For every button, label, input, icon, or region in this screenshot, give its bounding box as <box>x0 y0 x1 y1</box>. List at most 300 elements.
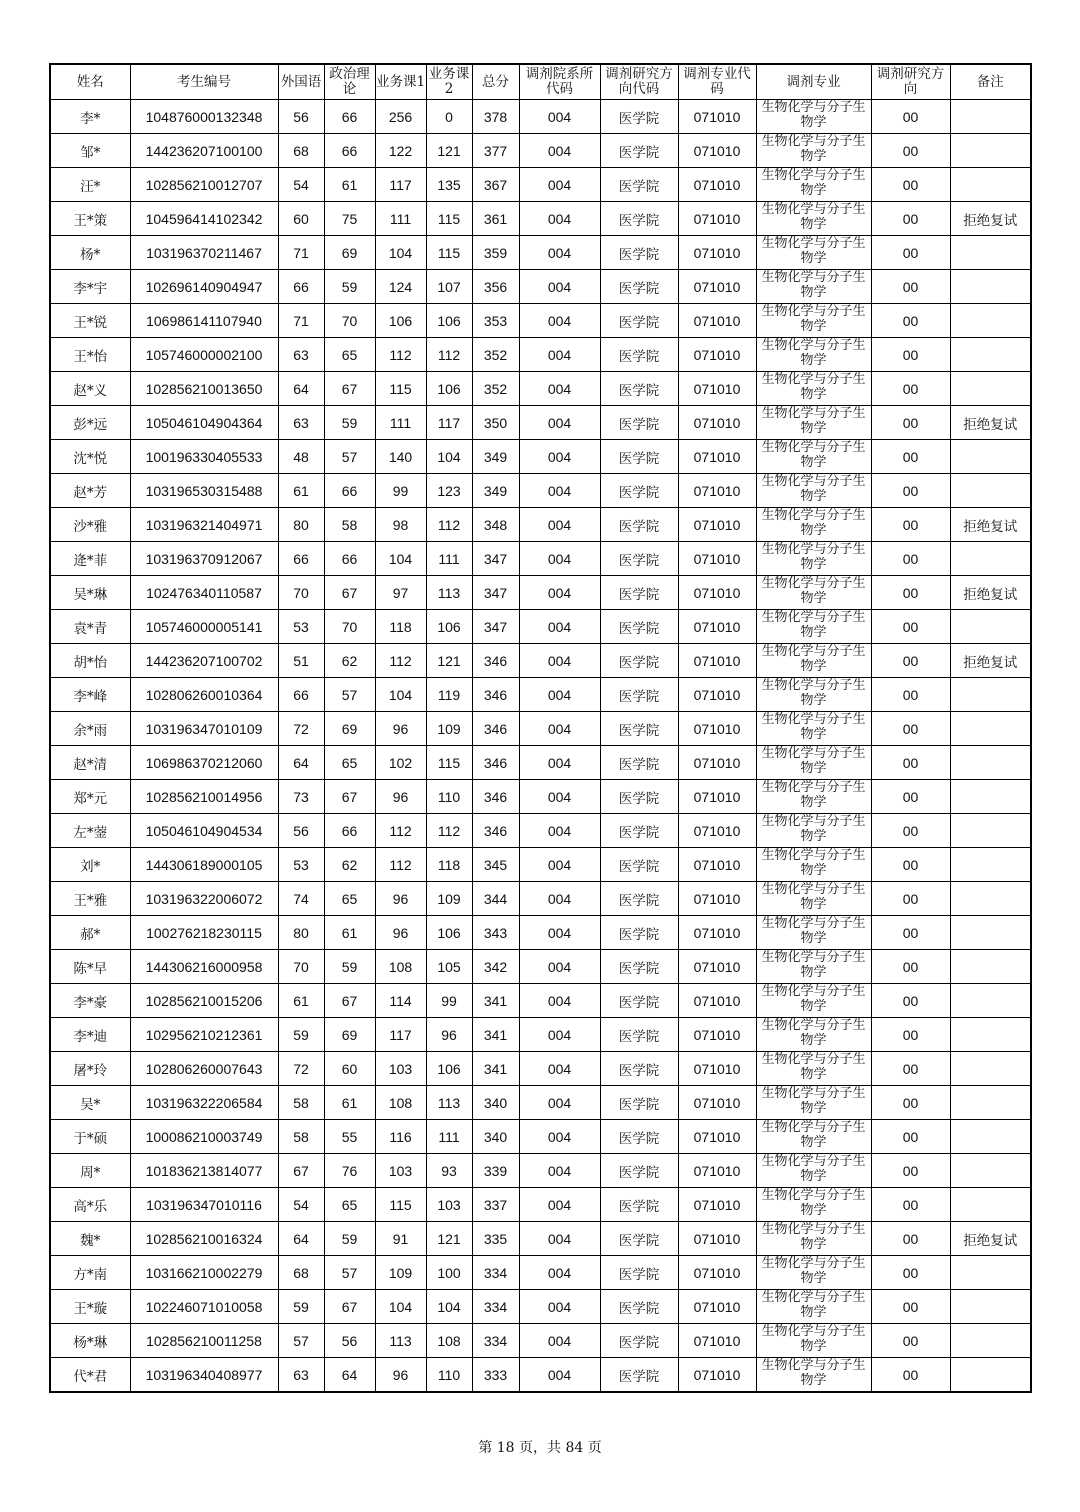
cell-research-direction: 00 <box>871 1052 950 1086</box>
cell-major: 生物化学与分子生物学 <box>756 474 871 508</box>
cell-subject-2: 115 <box>426 236 472 270</box>
table-row <box>50 508 1031 542</box>
cell-subject-1: 96 <box>375 916 426 950</box>
cell-subject-2: 121 <box>426 644 472 678</box>
cell-politics: 57 <box>324 1256 375 1290</box>
cell-name: 左*蓥 <box>50 814 130 848</box>
cell-politics: 59 <box>324 950 375 984</box>
cell-research-code: 医学院 <box>600 780 678 814</box>
cell-exam-id: 106986370212060 <box>130 746 278 780</box>
cell-remark <box>950 984 1031 1018</box>
table-row <box>50 134 1031 168</box>
cell-major-code: 071010 <box>678 474 756 508</box>
cell-exam-id: 105046104904364 <box>130 406 278 440</box>
cell-major-code: 071010 <box>678 508 756 542</box>
header-research-code: 调剂研究方向代码 <box>600 64 678 100</box>
cell-total: 348 <box>472 508 519 542</box>
cell-exam-id: 105046104904534 <box>130 814 278 848</box>
cell-research-code: 医学院 <box>600 134 678 168</box>
cell-major-code: 071010 <box>678 1086 756 1120</box>
cell-total: 341 <box>472 984 519 1018</box>
cell-exam-id: 100086210003749 <box>130 1120 278 1154</box>
cell-research-direction: 00 <box>871 746 950 780</box>
cell-research-code: 医学院 <box>600 1154 678 1188</box>
cell-major-code: 071010 <box>678 236 756 270</box>
cell-remark <box>950 1052 1031 1086</box>
cell-foreign-language: 56 <box>278 100 324 134</box>
cell-name: 余*雨 <box>50 712 130 746</box>
cell-remark <box>950 848 1031 882</box>
cell-major-code: 071010 <box>678 1120 756 1154</box>
header-department-code: 调剂院系所代码 <box>519 64 600 100</box>
cell-major-code: 071010 <box>678 780 756 814</box>
cell-exam-id: 105746000002100 <box>130 338 278 372</box>
cell-major-code: 071010 <box>678 984 756 1018</box>
cell-major: 生物化学与分子生物学 <box>756 712 871 746</box>
cell-politics: 65 <box>324 338 375 372</box>
cell-research-code: 医学院 <box>600 372 678 406</box>
cell-subject-1: 112 <box>375 338 426 372</box>
cell-subject-1: 256 <box>375 100 426 134</box>
header-remark: 备注 <box>950 64 1031 100</box>
cell-name: 沙*雅 <box>50 508 130 542</box>
cell-department-code: 004 <box>519 678 600 712</box>
cell-major-code: 071010 <box>678 848 756 882</box>
cell-name: 赵*义 <box>50 372 130 406</box>
cell-major-code: 071010 <box>678 372 756 406</box>
cell-remark <box>950 474 1031 508</box>
cell-foreign-language: 74 <box>278 882 324 916</box>
cell-total: 340 <box>472 1120 519 1154</box>
cell-research-direction: 00 <box>871 406 950 440</box>
cell-total: 346 <box>472 712 519 746</box>
cell-exam-id: 102476340110587 <box>130 576 278 610</box>
cell-remark <box>950 882 1031 916</box>
cell-name: 周* <box>50 1154 130 1188</box>
table-row <box>50 1120 1031 1154</box>
cell-subject-1: 115 <box>375 372 426 406</box>
cell-department-code: 004 <box>519 984 600 1018</box>
cell-exam-id: 103196370912067 <box>130 542 278 576</box>
cell-subject-1: 108 <box>375 950 426 984</box>
cell-foreign-language: 72 <box>278 712 324 746</box>
table-row <box>50 1154 1031 1188</box>
cell-subject-2: 93 <box>426 1154 472 1188</box>
cell-department-code: 004 <box>519 304 600 338</box>
cell-major-code: 071010 <box>678 678 756 712</box>
cell-exam-id: 103196530315488 <box>130 474 278 508</box>
cell-remark <box>950 1188 1031 1222</box>
cell-major: 生物化学与分子生物学 <box>756 134 871 168</box>
cell-subject-1: 102 <box>375 746 426 780</box>
cell-politics: 58 <box>324 508 375 542</box>
cell-research-direction: 00 <box>871 474 950 508</box>
table-row <box>50 1052 1031 1086</box>
cell-research-code: 医学院 <box>600 712 678 746</box>
cell-subject-2: 111 <box>426 1120 472 1154</box>
cell-remark <box>950 304 1031 338</box>
cell-name: 方*南 <box>50 1256 130 1290</box>
header-politics: 政治理论 <box>324 64 375 100</box>
cell-politics: 62 <box>324 644 375 678</box>
cell-remark <box>950 440 1031 474</box>
cell-research-code: 医学院 <box>600 950 678 984</box>
cell-remark: 拒绝复试 <box>950 576 1031 610</box>
cell-major-code: 071010 <box>678 338 756 372</box>
cell-total: 361 <box>472 202 519 236</box>
cell-remark <box>950 270 1031 304</box>
cell-research-direction: 00 <box>871 882 950 916</box>
cell-exam-id: 102246071010058 <box>130 1290 278 1324</box>
header-major: 调剂专业 <box>756 64 871 100</box>
table-row <box>50 270 1031 304</box>
cell-research-direction: 00 <box>871 1290 950 1324</box>
cell-remark <box>950 168 1031 202</box>
cell-subject-2: 121 <box>426 1222 472 1256</box>
cell-research-code: 医学院 <box>600 1086 678 1120</box>
cell-foreign-language: 72 <box>278 1052 324 1086</box>
cell-politics: 76 <box>324 1154 375 1188</box>
cell-department-code: 004 <box>519 270 600 304</box>
table-row <box>50 916 1031 950</box>
cell-politics: 67 <box>324 576 375 610</box>
cell-politics: 67 <box>324 1290 375 1324</box>
cell-research-code: 医学院 <box>600 1222 678 1256</box>
cell-subject-2: 103 <box>426 1188 472 1222</box>
cell-department-code: 004 <box>519 814 600 848</box>
cell-major: 生物化学与分子生物学 <box>756 168 871 202</box>
cell-subject-1: 103 <box>375 1154 426 1188</box>
cell-research-code: 医学院 <box>600 984 678 1018</box>
cell-subject-2: 118 <box>426 848 472 882</box>
cell-research-code: 医学院 <box>600 440 678 474</box>
cell-subject-2: 99 <box>426 984 472 1018</box>
cell-remark: 拒绝复试 <box>950 406 1031 440</box>
cell-research-direction: 00 <box>871 1188 950 1222</box>
cell-subject-2: 110 <box>426 780 472 814</box>
cell-major-code: 071010 <box>678 610 756 644</box>
cell-research-direction: 00 <box>871 916 950 950</box>
cell-subject-1: 116 <box>375 1120 426 1154</box>
cell-department-code: 004 <box>519 1154 600 1188</box>
cell-subject-2: 109 <box>426 712 472 746</box>
cell-name: 沈*悦 <box>50 440 130 474</box>
cell-politics: 66 <box>324 474 375 508</box>
cell-exam-id: 102696140904947 <box>130 270 278 304</box>
cell-research-direction: 00 <box>871 644 950 678</box>
cell-major: 生物化学与分子生物学 <box>756 950 871 984</box>
cell-major: 生物化学与分子生物学 <box>756 1324 871 1358</box>
cell-subject-1: 108 <box>375 1086 426 1120</box>
cell-remark <box>950 746 1031 780</box>
cell-department-code: 004 <box>519 542 600 576</box>
cell-major-code: 071010 <box>678 644 756 678</box>
cell-department-code: 004 <box>519 168 600 202</box>
cell-total: 378 <box>472 100 519 134</box>
cell-foreign-language: 70 <box>278 950 324 984</box>
cell-foreign-language: 60 <box>278 202 324 236</box>
table-row <box>50 984 1031 1018</box>
cell-department-code: 004 <box>519 508 600 542</box>
cell-total: 377 <box>472 134 519 168</box>
cell-politics: 66 <box>324 134 375 168</box>
cell-total: 346 <box>472 678 519 712</box>
cell-subject-1: 124 <box>375 270 426 304</box>
cell-exam-id: 106986141107940 <box>130 304 278 338</box>
cell-major: 生物化学与分子生物学 <box>756 508 871 542</box>
cell-name: 李*豪 <box>50 984 130 1018</box>
table-row <box>50 780 1031 814</box>
cell-major: 生物化学与分子生物学 <box>756 1154 871 1188</box>
cell-politics: 75 <box>324 202 375 236</box>
cell-subject-1: 104 <box>375 1290 426 1324</box>
cell-foreign-language: 54 <box>278 168 324 202</box>
cell-exam-id: 102956210212361 <box>130 1018 278 1052</box>
cell-name: 于*硕 <box>50 1120 130 1154</box>
cell-department-code: 004 <box>519 1052 600 1086</box>
header-major-code: 调剂专业代码 <box>678 64 756 100</box>
cell-total: 342 <box>472 950 519 984</box>
cell-subject-1: 98 <box>375 508 426 542</box>
cell-foreign-language: 68 <box>278 134 324 168</box>
cell-politics: 69 <box>324 236 375 270</box>
cell-foreign-language: 68 <box>278 1256 324 1290</box>
cell-research-direction: 00 <box>871 814 950 848</box>
cell-research-code: 医学院 <box>600 202 678 236</box>
cell-research-direction: 00 <box>871 1222 950 1256</box>
cell-subject-1: 122 <box>375 134 426 168</box>
cell-total: 334 <box>472 1324 519 1358</box>
admission-table <box>49 63 1032 1393</box>
cell-major: 生物化学与分子生物学 <box>756 644 871 678</box>
cell-subject-2: 108 <box>426 1324 472 1358</box>
cell-subject-2: 121 <box>426 134 472 168</box>
cell-major: 生物化学与分子生物学 <box>756 746 871 780</box>
table-row <box>50 644 1031 678</box>
cell-remark <box>950 712 1031 746</box>
cell-department-code: 004 <box>519 1086 600 1120</box>
cell-name: 彭*远 <box>50 406 130 440</box>
cell-major: 生物化学与分子生物学 <box>756 304 871 338</box>
cell-research-direction: 00 <box>871 440 950 474</box>
cell-major: 生物化学与分子生物学 <box>756 1222 871 1256</box>
cell-research-direction: 00 <box>871 1018 950 1052</box>
cell-research-code: 医学院 <box>600 576 678 610</box>
cell-research-direction: 00 <box>871 508 950 542</box>
cell-department-code: 004 <box>519 202 600 236</box>
cell-name: 高*乐 <box>50 1188 130 1222</box>
cell-major-code: 071010 <box>678 304 756 338</box>
cell-remark: 拒绝复试 <box>950 202 1031 236</box>
cell-major: 生物化学与分子生物学 <box>756 1358 871 1393</box>
cell-exam-id: 144236207100702 <box>130 644 278 678</box>
cell-total: 333 <box>472 1358 519 1393</box>
cell-research-code: 医学院 <box>600 270 678 304</box>
cell-subject-1: 140 <box>375 440 426 474</box>
cell-total: 349 <box>472 474 519 508</box>
cell-name: 代*君 <box>50 1358 130 1393</box>
table-row <box>50 576 1031 610</box>
cell-research-direction: 00 <box>871 712 950 746</box>
table-row <box>50 1086 1031 1120</box>
cell-department-code: 004 <box>519 1222 600 1256</box>
cell-major: 生物化学与分子生物学 <box>756 814 871 848</box>
cell-research-direction: 00 <box>871 780 950 814</box>
cell-name: 刘* <box>50 848 130 882</box>
cell-subject-1: 114 <box>375 984 426 1018</box>
cell-foreign-language: 63 <box>278 406 324 440</box>
cell-major-code: 071010 <box>678 440 756 474</box>
cell-name: 李*峰 <box>50 678 130 712</box>
cell-subject-2: 0 <box>426 100 472 134</box>
cell-major: 生物化学与分子生物学 <box>756 372 871 406</box>
cell-name: 汪* <box>50 168 130 202</box>
cell-politics: 67 <box>324 984 375 1018</box>
cell-subject-1: 118 <box>375 610 426 644</box>
cell-research-code: 医学院 <box>600 1358 678 1393</box>
cell-name: 邹* <box>50 134 130 168</box>
cell-research-code: 医学院 <box>600 814 678 848</box>
cell-subject-2: 106 <box>426 372 472 406</box>
cell-subject-1: 115 <box>375 1188 426 1222</box>
cell-department-code: 004 <box>519 916 600 950</box>
cell-subject-2: 112 <box>426 814 472 848</box>
cell-total: 334 <box>472 1256 519 1290</box>
cell-name: 屠*玲 <box>50 1052 130 1086</box>
cell-exam-id: 100276218230115 <box>130 916 278 950</box>
cell-exam-id: 105746000005141 <box>130 610 278 644</box>
cell-subject-2: 113 <box>426 1086 472 1120</box>
table-row <box>50 440 1031 474</box>
cell-major-code: 071010 <box>678 202 756 236</box>
cell-exam-id: 103196321404971 <box>130 508 278 542</box>
cell-foreign-language: 59 <box>278 1290 324 1324</box>
cell-research-code: 医学院 <box>600 304 678 338</box>
cell-subject-2: 100 <box>426 1256 472 1290</box>
cell-foreign-language: 66 <box>278 542 324 576</box>
cell-politics: 56 <box>324 1324 375 1358</box>
cell-department-code: 004 <box>519 236 600 270</box>
cell-subject-1: 111 <box>375 202 426 236</box>
cell-subject-1: 99 <box>375 474 426 508</box>
cell-major-code: 071010 <box>678 100 756 134</box>
cell-research-direction: 00 <box>871 576 950 610</box>
cell-politics: 59 <box>324 1222 375 1256</box>
cell-foreign-language: 53 <box>278 610 324 644</box>
cell-research-code: 医学院 <box>600 644 678 678</box>
cell-politics: 70 <box>324 610 375 644</box>
table-row <box>50 848 1031 882</box>
cell-research-direction: 00 <box>871 1120 950 1154</box>
cell-foreign-language: 71 <box>278 304 324 338</box>
cell-remark <box>950 100 1031 134</box>
cell-major: 生物化学与分子生物学 <box>756 1120 871 1154</box>
cell-subject-2: 119 <box>426 678 472 712</box>
cell-subject-1: 96 <box>375 712 426 746</box>
cell-research-direction: 00 <box>871 984 950 1018</box>
table-body <box>50 100 1031 1393</box>
cell-subject-1: 96 <box>375 780 426 814</box>
cell-department-code: 004 <box>519 1358 600 1393</box>
cell-total: 350 <box>472 406 519 440</box>
cell-department-code: 004 <box>519 712 600 746</box>
cell-exam-id: 104876000132348 <box>130 100 278 134</box>
cell-subject-1: 104 <box>375 236 426 270</box>
cell-foreign-language: 51 <box>278 644 324 678</box>
cell-politics: 57 <box>324 440 375 474</box>
table-row <box>50 1290 1031 1324</box>
cell-research-code: 医学院 <box>600 746 678 780</box>
cell-subject-2: 113 <box>426 576 472 610</box>
cell-research-direction: 00 <box>871 338 950 372</box>
cell-foreign-language: 57 <box>278 1324 324 1358</box>
cell-major: 生物化学与分子生物学 <box>756 236 871 270</box>
cell-major: 生物化学与分子生物学 <box>756 440 871 474</box>
table-row <box>50 474 1031 508</box>
cell-major: 生物化学与分子生物学 <box>756 1052 871 1086</box>
cell-research-direction: 00 <box>871 1256 950 1290</box>
cell-research-direction: 00 <box>871 950 950 984</box>
table-row <box>50 1324 1031 1358</box>
cell-name: 李*宇 <box>50 270 130 304</box>
cell-major-code: 071010 <box>678 746 756 780</box>
header-total: 总分 <box>472 64 519 100</box>
cell-major-code: 071010 <box>678 712 756 746</box>
cell-major-code: 071010 <box>678 1188 756 1222</box>
cell-subject-1: 111 <box>375 406 426 440</box>
cell-research-direction: 00 <box>871 100 950 134</box>
cell-subject-1: 97 <box>375 576 426 610</box>
cell-name: 王*锐 <box>50 304 130 338</box>
cell-foreign-language: 73 <box>278 780 324 814</box>
cell-total: 341 <box>472 1052 519 1086</box>
cell-department-code: 004 <box>519 338 600 372</box>
cell-major: 生物化学与分子生物学 <box>756 406 871 440</box>
cell-research-code: 医学院 <box>600 406 678 440</box>
cell-research-code: 医学院 <box>600 1324 678 1358</box>
cell-remark: 拒绝复试 <box>950 508 1031 542</box>
cell-subject-2: 106 <box>426 1052 472 1086</box>
cell-department-code: 004 <box>519 134 600 168</box>
table-row <box>50 678 1031 712</box>
cell-exam-id: 102856210016324 <box>130 1222 278 1256</box>
table-row <box>50 610 1031 644</box>
cell-remark <box>950 338 1031 372</box>
cell-politics: 66 <box>324 542 375 576</box>
table-row <box>50 338 1031 372</box>
cell-major: 生物化学与分子生物学 <box>756 1018 871 1052</box>
header-exam-id: 考生编号 <box>130 64 278 100</box>
cell-politics: 57 <box>324 678 375 712</box>
cell-name: 王*璇 <box>50 1290 130 1324</box>
cell-foreign-language: 58 <box>278 1120 324 1154</box>
cell-total: 334 <box>472 1290 519 1324</box>
cell-remark <box>950 678 1031 712</box>
cell-research-direction: 00 <box>871 372 950 406</box>
cell-department-code: 004 <box>519 644 600 678</box>
table-row <box>50 304 1031 338</box>
cell-department-code: 004 <box>519 474 600 508</box>
cell-major: 生物化学与分子生物学 <box>756 678 871 712</box>
cell-name: 王*策 <box>50 202 130 236</box>
table-row <box>50 1188 1031 1222</box>
table-row <box>50 814 1031 848</box>
cell-major-code: 071010 <box>678 1324 756 1358</box>
cell-total: 359 <box>472 236 519 270</box>
cell-name: 吴*琳 <box>50 576 130 610</box>
cell-total: 339 <box>472 1154 519 1188</box>
cell-major: 生物化学与分子生物学 <box>756 882 871 916</box>
